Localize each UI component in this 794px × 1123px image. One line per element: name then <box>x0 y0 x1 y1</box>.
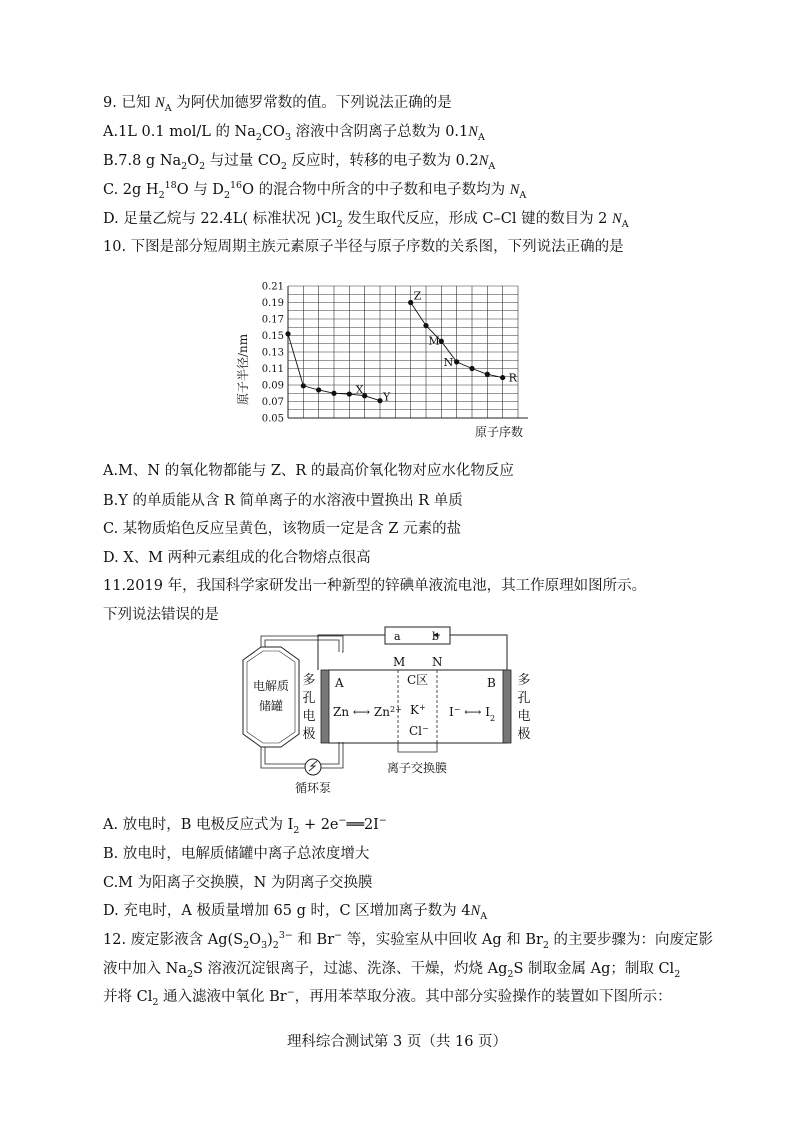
point-label: X <box>355 383 364 397</box>
data-point <box>454 359 459 364</box>
q12-line3: 并将 $Cl_2$ 通入滤液中氧化 Br−，再用苯萃取分液。其中部分实验操作的装置如下图所示： <box>103 987 672 1008</box>
load-label-a: a <box>394 630 401 643</box>
chart-grid <box>288 286 528 418</box>
membrane-label: 离子交换膜 <box>386 761 448 775</box>
load-label-b: b <box>432 630 440 643</box>
y-tick-label: 0.13 <box>261 347 284 359</box>
data-point <box>500 375 505 380</box>
q10-option-a: A.M、N 的氧化物都能与 Z、R 的最高价氧化物对应水化物反应 <box>103 463 514 479</box>
y-tick-label: 0.21 <box>261 281 284 293</box>
membrane-pointer <box>398 743 437 752</box>
circulation-pump-icon <box>305 759 321 775</box>
y-tick-label: 0.19 <box>261 298 284 309</box>
q12-line1: 12. 废定影液含 $Ag(S_2O_3)_2^{3-}$ 和 Br− 等，实验室从中回收 Ag 和 $Br_2$ 的主要步骤为：向废定影 <box>103 930 714 951</box>
porous-electrode-char: 孔 <box>517 691 531 706</box>
chart-y-label: 原子半径/nm <box>236 333 250 405</box>
y-tick-label: 0.11 <box>261 364 284 375</box>
y-tick-label: 0.17 <box>261 314 284 326</box>
q11-stem-line2: 下列说法错误的是 <box>103 607 219 623</box>
porous-electrode-char: 孔 <box>302 691 316 706</box>
q9-option-b: B.7.8 g $Na_2O_2$ 与过量 $CO_2$ 反应时，转移的电子数为 $0.2N_A$ <box>103 153 496 172</box>
y-tick-label: 0.07 <box>261 397 284 408</box>
tank-label-2: 储罐 <box>258 699 284 713</box>
iodine-equilibrium: I− ⟷ $I_2$ <box>449 704 496 723</box>
data-point <box>285 331 290 336</box>
electrode-a <box>321 670 329 743</box>
pipe-bottom <box>261 747 307 768</box>
data-point <box>469 366 474 371</box>
point-label: N <box>443 355 454 369</box>
page-footer: 理科综合测试第 3 页（共 16 页） <box>286 1034 508 1050</box>
point-label: R <box>508 371 517 385</box>
point-label: M <box>428 334 440 348</box>
wire-top-right <box>450 635 507 670</box>
label-electrode-b: B <box>487 676 496 690</box>
chart-x-label: 原子序数 <box>475 425 524 439</box>
tank-label-1: 电解质 <box>252 679 290 693</box>
q11-stem-line1: 11.2019 年，我国科学家研发出一种新型的锌碘单液流电池，其工作原理如图所示。 <box>103 578 647 594</box>
data-point <box>347 391 352 396</box>
q10-option-d: D. X、M 两种元素组成的化合物熔点很高 <box>103 550 371 566</box>
pipe-bottom-right-inner <box>319 742 339 764</box>
label-c-region: C区 <box>407 673 429 687</box>
cl-ion: Cl− <box>409 723 429 738</box>
q9-option-c: C. 2g $H_2^{18}O$ 与 $D_2^{16}O$ 的混合物中所含的中子数和电子数均为 $N_A$ <box>103 180 527 201</box>
data-point <box>316 387 321 392</box>
data-point <box>485 372 490 377</box>
data-point <box>423 323 428 328</box>
q11-option-d: D. 充电时，A 极质量增加 65 g 时，C 区增加离子数为 $4N_A$ <box>103 903 488 922</box>
zn-equilibrium: Zn ⟷ $Zn^{2+}$ <box>333 704 402 719</box>
data-point <box>377 398 382 403</box>
q10-option-c: C. 某物质焰色反应呈黄色，该物质一定是含 Z 元素的盐 <box>103 521 462 537</box>
q9-stem: 9. 已知 $N_A$ 为阿伏加德罗常数的值。下列说法正确的是 <box>103 95 452 114</box>
k-ion: K+ <box>410 702 426 717</box>
q9-option-a: A.1L 0.1 mol/L 的 $Na_2CO_3$ 溶液中含阴离子总数为 $0.1N_A$ <box>103 124 485 143</box>
electrolyte-tank <box>243 647 299 747</box>
pump-label: 循环泵 <box>294 781 332 795</box>
porous-electrode-char: 极 <box>302 727 316 742</box>
point-label: Y <box>383 390 391 404</box>
q11-option-b: B. 放电时，电解质储罐中离子总浓度增大 <box>103 846 370 862</box>
data-point <box>331 391 336 396</box>
battery-diagram <box>225 622 545 802</box>
q10-option-b: B.Y 的单质能从含 R 简单离子的水溶液中置换出 R 单质 <box>103 493 463 509</box>
y-tick-label: 0.09 <box>261 380 284 392</box>
q9-option-d: D. 足量乙烷与 22.4L( 标准状况 )$Cl_2$ 发生取代反应，形成 C–Cl 键的数目为 2 $N_A$ <box>103 211 629 230</box>
pipe-bottom-inner <box>265 747 307 764</box>
q11-option-c: C.M 为阳离子交换膜，N 为阴离子交换膜 <box>103 875 373 891</box>
data-point <box>408 300 413 305</box>
porous-electrode-char: 电 <box>302 709 316 724</box>
chart-y-ticks <box>262 282 284 425</box>
data-point <box>301 383 306 388</box>
q12-line2: 液中加入 $Na_2S$ 溶液沉淀银离子，过滤、洗涤、干燥，灼烧 $Ag_2S$ 制取金属 Ag；制取 $Cl_2$ <box>103 961 681 980</box>
electrode-b <box>503 670 511 743</box>
radius-chart <box>230 275 550 450</box>
label-electrode-a: A <box>335 676 344 690</box>
porous-electrode-left-label <box>302 673 315 742</box>
y-tick-label: 0.05 <box>261 413 284 425</box>
label-m: M <box>393 655 406 669</box>
porous-electrode-char: 极 <box>517 727 531 742</box>
porous-electrode-char: 多 <box>302 673 316 688</box>
y-tick-label: 0.15 <box>261 331 284 342</box>
porous-electrode-char: 多 <box>517 673 531 688</box>
label-n: N <box>432 655 443 669</box>
q11-option-a: A. 放电时，B 电极反应式为 $I_2$ + 2e−══2I− <box>103 815 387 836</box>
point-label: Z <box>413 289 422 303</box>
porous-electrode-char: 电 <box>517 709 531 724</box>
porous-electrode-right-label <box>517 673 530 742</box>
q10-stem: 10. 下图是部分短周期主族元素原子半径与原子序数的关系图，下列说法正确的是 <box>103 239 624 255</box>
